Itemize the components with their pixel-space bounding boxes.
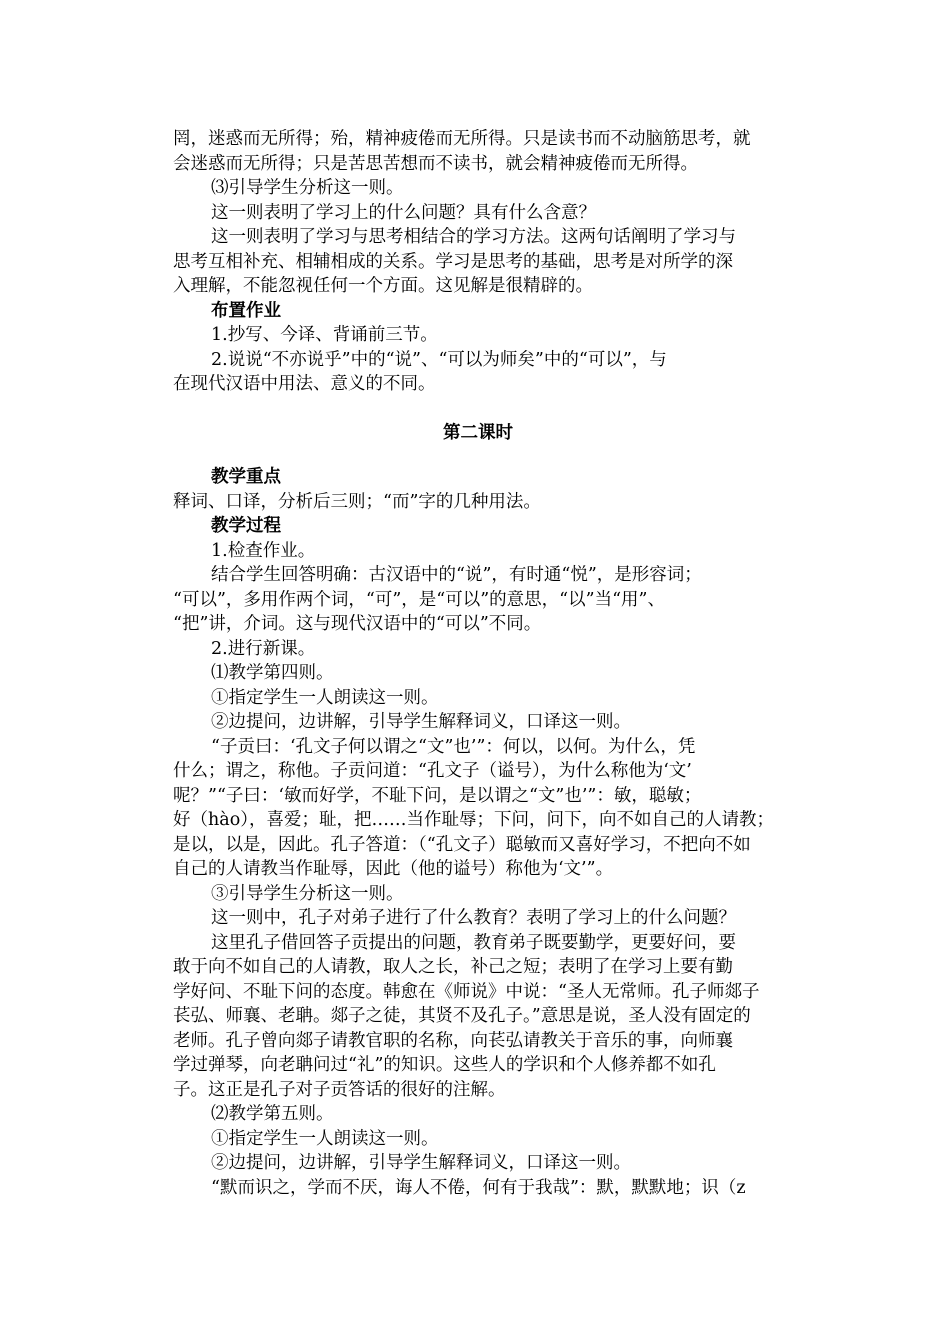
text-line: 苌弘、师襄、老聃。郯子之徒，其贤不及孔子。”意思是说，圣人没有固定的 [173, 1006, 751, 1026]
text-line: 好（hào），喜爱；耻，把……当作耻辱；下问，问下，向不如自己的人请教； [173, 810, 774, 830]
text-line: 老师。孔子曾向郯子请教官职的名称，向苌弘请教关于音乐的事，向师襄 [173, 1030, 733, 1051]
text-line: 入理解，不能忽视任何一个方面。这见解是很精辟的。 [173, 276, 593, 296]
text-line: 学好问、不耻下问的态度。韩愈在《师说》中说：“圣人无常师。孔子师郯子 [173, 981, 760, 1002]
text-line: 思考互相补充、相辅相成的关系。学习是思考的基础，思考是对所学的深 [173, 251, 733, 272]
document-page [173, 127, 783, 1200]
text-line: ①指定学生一人朗读这一则。 [211, 687, 439, 708]
text-line: 这一则表明了学习与思考相结合的学习方法。这两句话阐明了学习与 [211, 227, 736, 247]
text-line: 1.抄写、今译、背诵前三节。 [211, 325, 438, 345]
section-heading: 教学过程 [211, 516, 281, 536]
text-line: 释词、口译，分析后三则；“而”字的几种用法。 [173, 491, 541, 512]
text-line: 什么；谓之，称他。子贡问道：“孔文子（谥号），为什么称他为‘文’ [173, 761, 692, 781]
paragraph-block-1 [173, 127, 783, 397]
text-line: ⑵教学第五则。 [211, 1104, 334, 1124]
text-line: 1.检查作业。 [211, 540, 316, 561]
text-line: 是以，以是，因此。孔子答道：（“孔文子）聪敏而又喜好学习，不把向不如 [173, 834, 751, 855]
text-line: 2.说说“不亦说乎”中的“说”、“可以为师矣”中的“可以”，与 [211, 349, 667, 370]
text-line: 学过弹琴，向老聃问过“礼”的知识。这些人的学识和个人修养都不如孔 [173, 1055, 716, 1075]
text-line: 子。这正是孔子对子贡答话的很好的注解。 [173, 1079, 506, 1100]
text-line: 在现代汉语中用法、意义的不同。 [173, 374, 436, 394]
text-line: “把”讲，介词。这与现代汉语中的“可以”不同。 [173, 614, 542, 634]
text-line: 这一则中，孔子对弟子进行了什么教育？表明了学习上的什么问题？ [211, 908, 736, 928]
text-line: 这一则表明了学习上的什么问题？具有什么含意？ [211, 202, 596, 223]
text-line: ②边提问，边讲解，引导学生解释词义，口译这一则。 [211, 712, 631, 732]
text-line: 自己的人请教当作耻辱，因此（他的谥号）称他为‘文’”。 [173, 859, 614, 879]
text-line: 罔，迷惑而无所得；殆，精神疲倦而无所得。只是读书而不动脑筋思考，就 [173, 129, 751, 149]
text-line: 结合学生回答明确：古汉语中的“说”，有时通“悦”，是形容词； [211, 565, 702, 585]
text-line: 敢于向不如自己的人请教，取人之长，补己之短；表明了在学习上要有勤 [173, 957, 733, 977]
text-line: ⑶引导学生分析这一则。 [211, 178, 404, 198]
text-line: ①指定学生一人朗读这一则。 [211, 1128, 439, 1149]
text-line: 呢？”“子曰：‘敏而好学，不耻下问，是以谓之“文”也’”：敏，聪敏； [173, 785, 702, 806]
paragraph-block-2 [173, 465, 783, 1200]
text-line: “可以”，多用作两个词，“可”，是“可以”的意思，“以”当“用”、 [173, 589, 665, 610]
section-heading: 教学重点 [211, 467, 281, 487]
text-line: 这里孔子借回答子贡提出的问题，教育弟子既要勤学，更要好问，要 [211, 932, 736, 953]
text-line: 会迷惑而无所得；只是苦思苦想而不读书，就会精神疲倦而无所得。 [173, 153, 698, 174]
text-line: “子贡曰：‘孔文子何以谓之“文”也’”：何以，以何。为什么，凭 [211, 736, 696, 757]
section-title: 第二课时 [443, 422, 513, 443]
text-line: ②边提问，边讲解，引导学生解释词义，口译这一则。 [211, 1153, 631, 1173]
text-line: ③引导学生分析这一则。 [211, 883, 404, 904]
section-heading: 布置作业 [211, 300, 281, 321]
text-line: ⑴教学第四则。 [211, 663, 334, 683]
text-line: “默而识之，学而不厌，诲人不倦，何有于我哉”：默，默默地；识（z [211, 1177, 746, 1198]
text-line: 2.进行新课。 [211, 638, 316, 659]
